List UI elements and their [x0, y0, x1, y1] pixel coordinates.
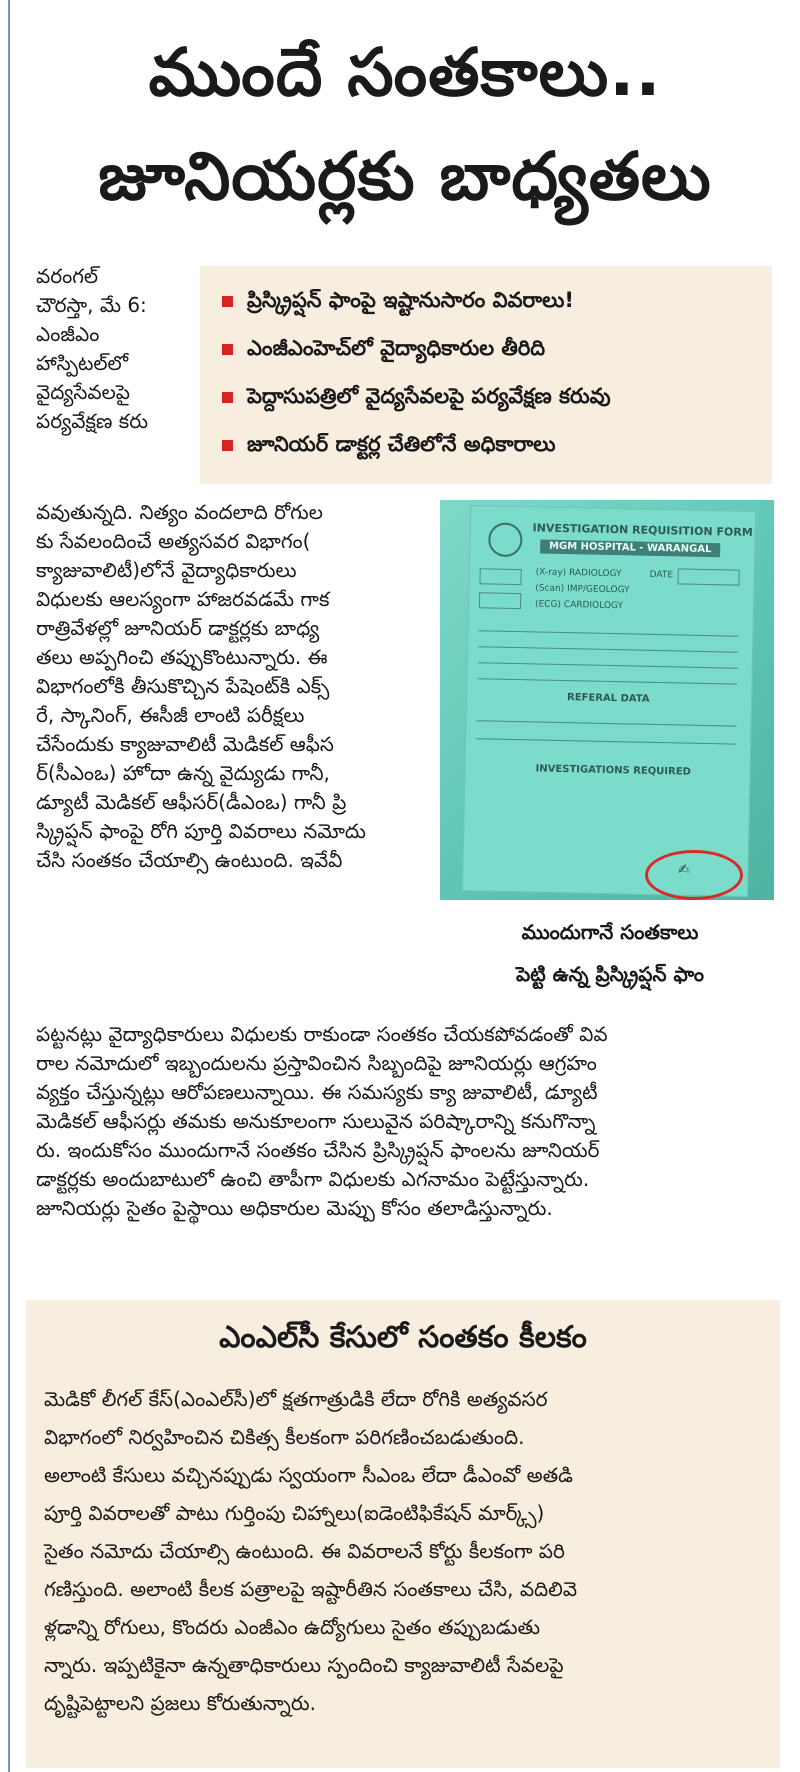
form-line	[478, 630, 738, 636]
box-line: పూర్తి వివరాలతో పాటు గుర్తింపు చిహ్నాలు(ఐడెంటిఫికేషన్ మార్క్స్)	[44, 1501, 545, 1525]
form-title: INVESTIGATION REQUISITION FORM	[532, 521, 753, 539]
page-border	[8, 0, 10, 1772]
body-line: చేసేందుకు క్యాజువాలిటీ మెడికల్ ఆఫీస	[36, 732, 334, 756]
body-line: తలు అప్పగించి తప్పుకొంటున్నారు. ఈ	[36, 645, 328, 669]
body-line: స్క్రిప్షన్ ఫాంపై రోగి పూర్తి వివరాలు నమోదు	[36, 819, 366, 843]
highlight-text: పెద్దాసుపత్రిలో వైద్యసేవలపై పర్యవేక్షణ కరువు	[247, 384, 611, 408]
highlight-text: ఎంజీఎంహెచ్‌లో వైద్యాధికారుల తీరిది	[247, 336, 546, 360]
form-date-label: DATE	[649, 569, 674, 581]
form-field-box	[479, 568, 521, 585]
box-line: ళ్లడాన్ని రోగులు, కొందరు ఎంజీఎం ఉద్యోగులు సైతం తప్పుబడుతు	[44, 1615, 541, 1639]
headline-line-1: ముందే సంతకాలు..	[148, 34, 662, 111]
headline-line-2: జూనియర్లకు బాధ్యతలు	[98, 138, 712, 215]
highlight-text: జూనియర్ డాక్టర్ల చేతిలోనే అధికారాలు	[247, 432, 556, 456]
dateline-line: వరంగల్	[36, 264, 99, 288]
form-section-title: REFERAL DATA	[566, 692, 650, 705]
sidebar-box-body	[44, 1380, 764, 1722]
box-line: దృష్టిపెట్టాలని ప్రజలు కోరుతున్నారు.	[44, 1691, 316, 1715]
dateline-line: వైద్యసేవలపై	[36, 380, 131, 404]
photo-caption-line: పెట్టి ఉన్న ప్రిస్క్రిప్షన్ ఫాం	[516, 962, 704, 986]
body-line: క్యాజువాలిటీ)లోనే వైద్యాధికారులు	[36, 558, 297, 582]
highlight-circle	[645, 850, 743, 900]
body-line: వవుతున్నది. నిత్యం వందలాది రోగుల	[36, 500, 323, 524]
highlight-item	[222, 432, 555, 462]
highlights-box	[200, 266, 772, 484]
form-line	[478, 646, 738, 652]
form-field-box	[479, 592, 521, 609]
article-body-wide	[36, 1020, 776, 1223]
body-line: పట్టనట్లు వైద్యాధికారులు విధులకు రాకుండా సంతకం చేయకపోవడంతో వివ	[36, 1022, 608, 1046]
body-line: రే, స్కానింగ్, ఈసీజీ లాంటి పరీక్షలు	[36, 703, 305, 727]
form-section-title: INVESTIGATIONS REQUIRED	[535, 763, 692, 778]
box-line: విభాగంలో నిర్వహించిన చికిత్స కీలకంగా పరిగణించబడుతుంది.	[44, 1425, 525, 1449]
body-line: జూనియర్లు సైతం పైస్థాయి అధికారుల మెప్పు కోసం తలాడిస్తున్నారు.	[36, 1196, 553, 1220]
photo-caption-line: ముందుగానే సంతకాలు	[521, 920, 699, 944]
body-line: రాల నమోదులో ఇబ్బందులను ప్రస్తావించిన సిబ్బందిపై జూనియర్లు ఆగ్రహం	[36, 1051, 597, 1075]
dateline-line: ఎంజీఎం	[36, 322, 100, 346]
bullet-square-icon	[222, 440, 233, 451]
box-line: గణిస్తుంది. అలాంటి కీలక పత్రాలపై ఇష్టారీతిన సంతకాలు చేసి, వదిలివె	[44, 1577, 578, 1601]
form-hospital: MGM HOSPITAL - WARANGAL	[540, 540, 720, 558]
box-line: న్నారు. ఇప్పటికైనా ఉన్నతాధికారులు స్పందించి క్యాజువాలిటీ సేవలపై	[44, 1653, 564, 1677]
bullet-square-icon	[222, 392, 233, 403]
dateline-line: పర్యవేక్షణ కరు	[36, 409, 148, 433]
form-row-label: (X-ray) RADIOLOGY	[535, 567, 622, 580]
highlight-item	[222, 384, 611, 414]
body-line: రాత్రివేళల్లో జూనియర్ డాక్టర్లకు బాధ్య	[36, 616, 320, 640]
body-line: వ్యక్తం చేస్తున్నట్లు ఆరోపణలున్నాయి. ఈ సమస్యకు క్యా జువాలిటీ, డ్యూటీ	[36, 1080, 598, 1104]
body-line: డ్యూటీ మెడికల్ ఆఫీసర్(డీఎంఒ) గానీ ప్రి	[36, 790, 347, 814]
dateline-line: చౌరస్తా, మే 6:	[36, 293, 147, 317]
bullet-square-icon	[222, 296, 233, 307]
dateline	[36, 262, 196, 436]
body-line: డాక్టర్లకు అందుబాటులో ఉంచి తాపీగా విధులకు ఎగనామం పెట్టేస్తున్నారు.	[36, 1167, 590, 1191]
sidebar-box	[26, 1300, 780, 1768]
form-line	[477, 678, 737, 684]
box-line: అలాంటి కేసులు వచ్చినప్పుడు స్వయంగా సీఎంఒ లేదా డీఎంవో అతడి	[44, 1463, 573, 1487]
form-row-label: (ECG) CARDIOLOGY	[534, 599, 624, 612]
box-line: మెడికో లీగల్ కేస్(ఎంఎల్‌సీ)లో క్షతగాత్రుడికి లేదా రోగికి అత్యవసర	[44, 1387, 548, 1411]
body-line: మెడికల్ ఆఫీసర్లు తమకు అనుకూలంగా సులువైన పరిష్కారాన్ని కనుగొన్నా	[36, 1109, 596, 1133]
box-line: సైతం నమోదు చేయాల్సి ఉంటుంది. ఈ వివరాలనే కోర్టు కీలకంగా పరి	[44, 1539, 565, 1563]
body-line: ర్(సీఎంఒ) హోదా ఉన్న వైద్యుడు గానీ,	[36, 761, 330, 785]
highlight-item	[222, 336, 545, 366]
body-line: కు సేవలందించే అత్యసవర విభాగం(	[36, 529, 311, 553]
prescription-form-sheet	[462, 505, 756, 897]
form-line	[477, 720, 737, 726]
form-line	[476, 738, 736, 744]
body-line: రు. ఇందుకోసం ముందుగానే సంతకం చేసిన ప్రిస్క్రిప్షన్ ఫాంలను జూనియర్	[36, 1138, 600, 1162]
signature-mark-icon: ✍	[678, 862, 690, 878]
article-body-narrow	[36, 498, 456, 875]
body-line: విధులకు ఆలస్యంగా హాజరవడమే గాక	[36, 587, 330, 611]
body-line: చేసి సంతకం చేయాల్సి ఉంటుంది. ఇవేవీ	[36, 848, 343, 872]
hospital-seal-icon	[488, 522, 523, 557]
highlight-text: ప్రిస్క్రిప్షన్ ఫాంపై ఇష్టానుసారం వివరాలు!	[247, 288, 574, 312]
form-field-box	[677, 568, 739, 585]
bullet-square-icon	[222, 344, 233, 355]
highlight-item	[222, 288, 574, 318]
form-line	[478, 662, 738, 668]
dateline-line: హాస్పిటల్‌లో	[36, 351, 129, 375]
form-row-label: (Scan) IMP/GEOLOGY	[535, 583, 630, 596]
body-line: విభాగంలోకి తీసుకొచ్చిన పేషెంట్‌కి ఎక్స్	[36, 674, 330, 698]
sidebar-box-title: ఎంఎల్‌సీ కేసులో సంతకం కీలకం	[219, 1320, 587, 1355]
